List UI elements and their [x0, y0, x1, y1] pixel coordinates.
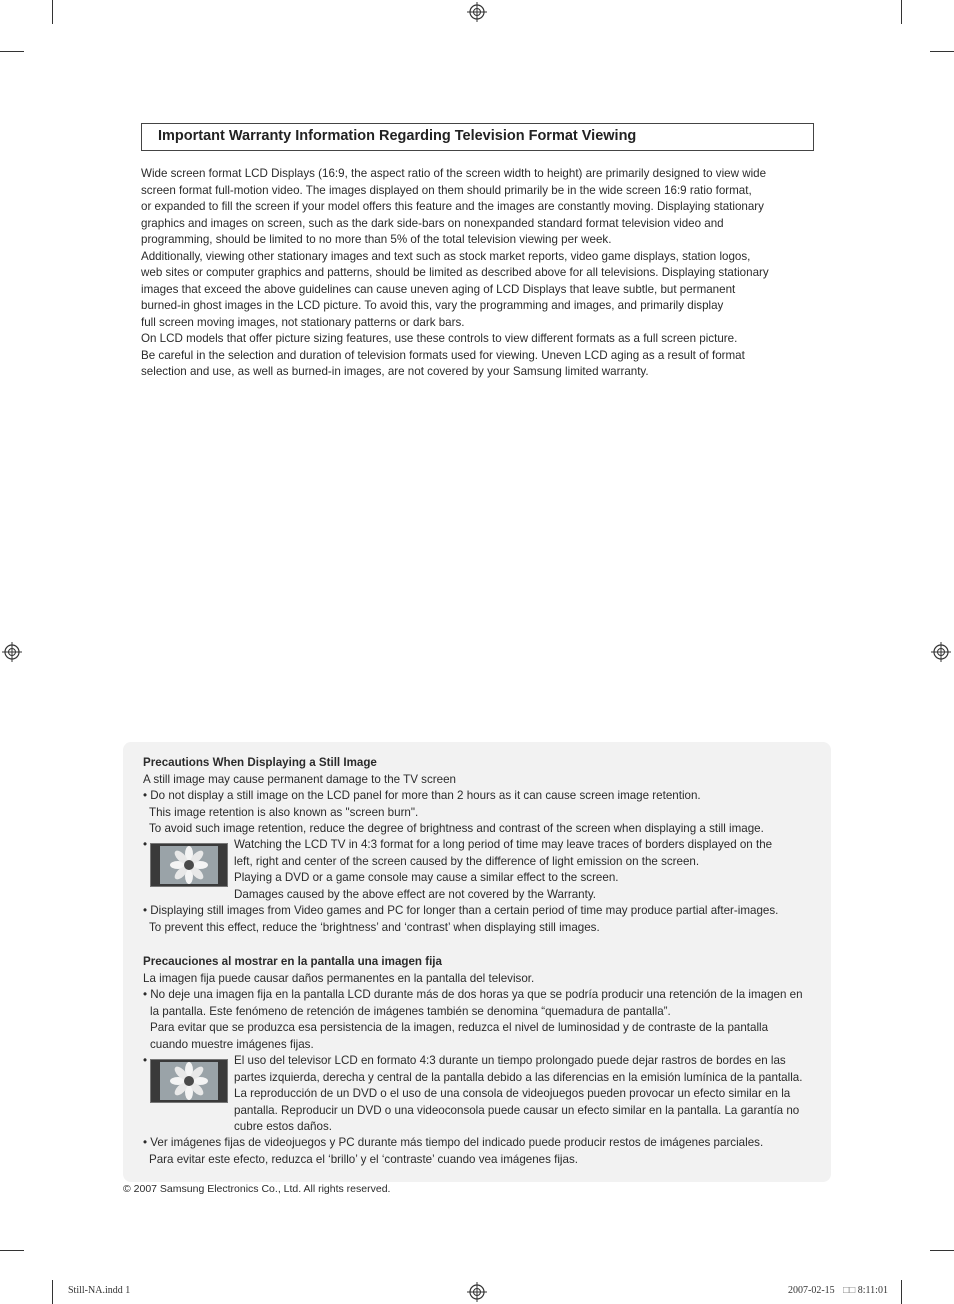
- precautions-en-line: To prevent this effect, reduce the ‘brightness’ and ‘contrast’ when displaying still images.: [149, 920, 600, 934]
- precautions-es-heading: Precauciones al mostrar en la pantalla una imagen fija: [143, 955, 442, 968]
- precautions-es-line: cubre estos daños.: [234, 1120, 332, 1133]
- precautions-es-line: • No deje una imagen fija en la pantalla LCD durante más de dos horas ya que se podría producir una retención de la imagen en: [143, 988, 803, 1001]
- crop-mark: [901, 0, 902, 24]
- precautions-es-line: pantalla. Reproducir un DVD o una videoconsola puede causar un efecto similar en la pantalla. La garantía no: [234, 1103, 800, 1117]
- precautions-en-line: Damages caused by the above effect are not covered by the Warranty.: [234, 887, 596, 901]
- registration-mark-icon: [467, 1282, 487, 1302]
- precautions-es-line: La imagen fija puede causar daños permanentes en la pantalla del televisor.: [143, 971, 535, 985]
- registration-mark-icon: [467, 2, 487, 22]
- crop-mark: [52, 0, 53, 24]
- body-line: Be careful in the selection and duration of television formats used for viewing. Uneven LCD aging as a result of format: [141, 348, 745, 362]
- precautions-en-line: • Displaying still images from Video games and PC for longer than a certain period of time may produce partial after-images.: [143, 904, 779, 917]
- crop-mark: [930, 51, 954, 52]
- registration-mark-icon: [931, 642, 951, 662]
- precautions-en-line: left, right and center of the screen caused by the difference of light emission on the screen.: [234, 854, 700, 868]
- precautions-es-line: El uso del televisor LCD en formato 4:3 durante un tiempo prolongado puede dejar rastros de bordes en las: [234, 1054, 786, 1067]
- body-line: burned-in ghost images in the LCD picture. To avoid this, vary the programming and images, and primarily display: [141, 299, 724, 312]
- body-line: graphics and images on screen, such as the dark side-bars on nonexpanded standard format television video and: [141, 216, 724, 230]
- crop-mark: [52, 1280, 53, 1304]
- footer-time: 8:11:01: [857, 1285, 888, 1296]
- body-line: selection and use, as well as burned-in images, are not covered by your Samsung limited warranty.: [141, 365, 649, 378]
- registration-mark-icon: [2, 642, 22, 662]
- footer-time-garbled: □□: [843, 1285, 856, 1296]
- precautions-es-line: Para evitar este efecto, reduzca el ‘brillo’ y el ‘contraste’ cuando vea imágenes fijas.: [149, 1152, 578, 1166]
- precautions-es-line: • Ver imágenes fijas de videojuegos y PC durante más tiempo del indicado puede producir restos de imágenes parciales.: [143, 1136, 764, 1149]
- bullet: •: [143, 1054, 148, 1067]
- precautions-en-line: Watching the LCD TV in 4:3 format for a long period of time may leave traces of borders displayed on the: [234, 838, 773, 851]
- body-line: web sites or computer graphics and patterns, should be limited as described above for all televisions. Displaying stationary: [141, 266, 769, 279]
- body-line: On LCD models that offer picture sizing features, use these controls to view different formats as a full screen picture.: [141, 332, 738, 345]
- precautions-en-line: This image retention is also known as "screen burn".: [149, 805, 419, 819]
- body-line: Additionally, viewing other stationary images and text such as stock market reports, video game displays, station logos,: [141, 249, 751, 263]
- body-line: programming, should be limited to no more than 5% of the total television viewing per week.: [141, 233, 612, 246]
- precautions-en-line: To avoid such image retention, reduce the degree of brightness and contrast of the screen when displaying a still image.: [149, 822, 764, 835]
- precautions-es-line: la pantalla. Este fenómeno de retención de imágenes también se denomina “quemadura de pantalla”.: [150, 1004, 671, 1018]
- precautions-en-heading: Precautions When Displaying a Still Image: [143, 756, 377, 769]
- tv-still-image-icon: [150, 843, 228, 887]
- body-line: full screen moving images, not stationary patterns or dark bars.: [141, 315, 465, 329]
- crop-mark: [0, 51, 24, 52]
- body-line: Wide screen format LCD Displays (16:9, the aspect ratio of the screen width to height) are primarily designed to view wide: [141, 167, 767, 180]
- crop-mark: [901, 1280, 902, 1304]
- precautions-es-line: partes izquierda, derecha y central de la pantalla debido a las diferencias en la emisión lumínica de la pantalla.: [234, 1070, 803, 1084]
- body-line: images that exceed the above guidelines can cause uneven aging of LCD Displays that leave subtle, but permanent: [141, 282, 736, 296]
- body-line: or expanded to fill the screen if your model offers this feature and the images are constantly moving. Displaying stationary: [141, 200, 764, 213]
- precautions-en-line: Playing a DVD or a game console may cause a similar effect to the screen.: [234, 871, 619, 884]
- page-title: Important Warranty Information Regarding Television Format Viewing: [158, 128, 637, 144]
- precautions-en-line: A still image may cause permanent damage to the TV screen: [143, 772, 456, 786]
- copyright: © 2007 Samsung Electronics Co., Ltd. All rights reserved.: [123, 1183, 391, 1195]
- precautions-es-line: La reproducción de un DVD o el uso de una consola de videojuegos pueden provocar un efecto similar en la: [234, 1087, 791, 1100]
- precautions-es-line: Para evitar que se produzca esa persistencia de la imagen, reduzca el nivel de luminosidad y de contraste de la pantalla: [150, 1021, 769, 1034]
- footer-file-name: Still-NA.indd 1: [68, 1285, 131, 1296]
- footer-date: 2007-02-15: [788, 1285, 835, 1296]
- precautions-en-line: • Do not display a still image on the LCD panel for more than 2 hours as it can cause screen image retention.: [143, 789, 701, 802]
- tv-still-image-icon: [150, 1059, 228, 1103]
- warranty-title-box: [141, 123, 814, 151]
- body-line: screen format full-motion video. The images displayed on them should primarily be in the wide screen 16:9 ratio format,: [141, 183, 752, 197]
- bullet: •: [143, 838, 148, 851]
- crop-mark: [0, 1250, 24, 1251]
- footer-timestamp: [788, 1285, 888, 1296]
- precautions-es-line: cuando muestre imágenes fijas.: [150, 1037, 314, 1051]
- crop-mark: [930, 1250, 954, 1251]
